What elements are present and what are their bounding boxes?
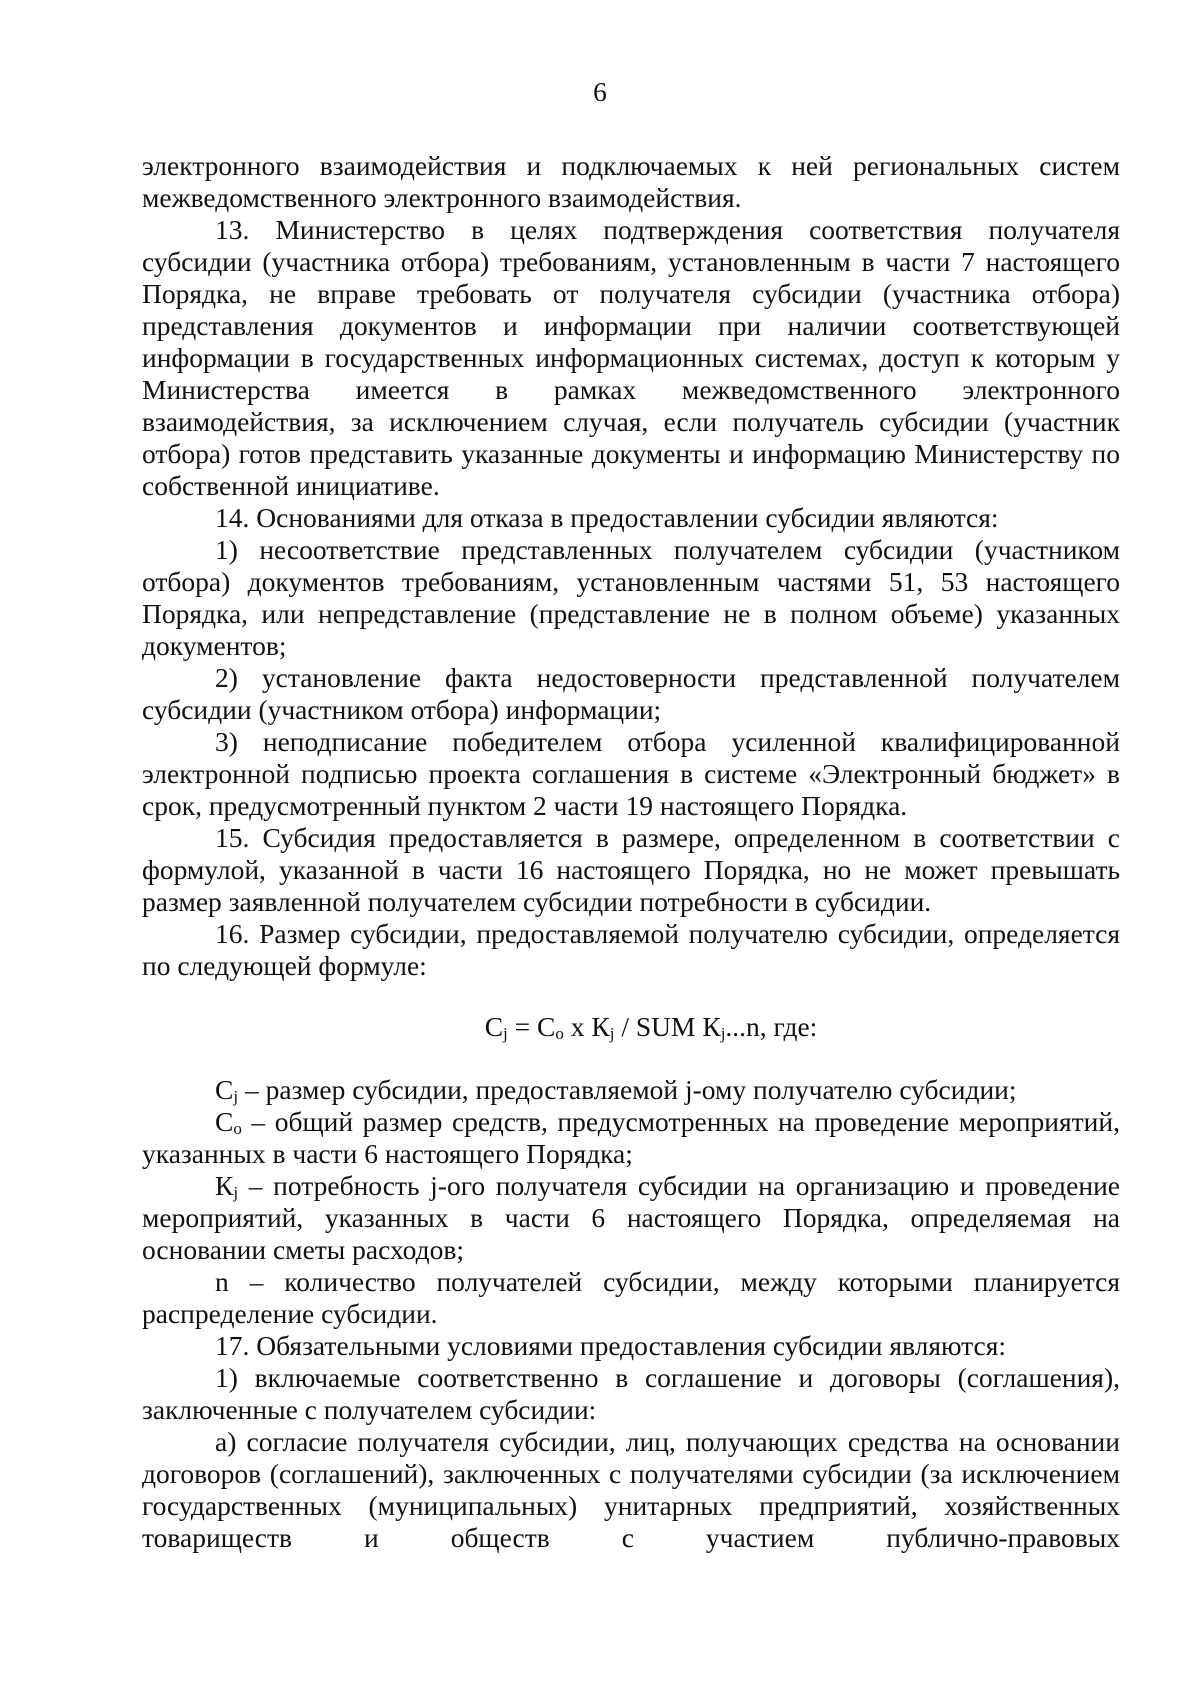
definition-n: n – количество получателей субсидии, между которыми планируется распределение субсидии. [142,1266,1120,1329]
formula-equals: = [507,1011,538,1042]
subsidy-formula [142,1011,1120,1043]
definition-kj: $К_j$ – потребность j-ого получателя субсидии на организацию и проведение мероприятий, указанных в части 6 настоящего Порядка, определяемая на основании сметы расходов; [142,1170,1120,1265]
paragraph-16: 16. Размер субсидии, предоставляемой получателю субсидии, определяется по следующей формуле: [142,918,1120,981]
page-number: 6 [593,76,607,107]
definition-cj: $C_j$ – размер субсидии, предоставляемой j-ому получателю субсидии; [215,1074,1017,1106]
formula-k: К [591,1011,610,1042]
formula-sub-j-3: j [720,1024,726,1043]
formula-range-tail: ...n, где: [725,1011,818,1042]
paragraph-17-item-1: 1) включаемые соответственно в соглашение и договоры (соглашения), заключенные с получателем субсидии: [142,1362,1120,1425]
paragraph-continuation: электронного взаимодействия и подключаемых к ней региональных систем межведомственного электронного взаимодействия. [142,150,1120,213]
paragraph-14-item-2: 2) установление факта недостоверности представленной получателем субсидии (участником отбора) информации; [142,662,1120,725]
definition-co: $C_o$ – общий размер средств, предусмотренных на проведение мероприятий, указанных в части 6 настоящего Порядка; [142,1106,1120,1169]
formula-k-sum: К [702,1011,721,1042]
formula-sub-o: o [555,1024,564,1043]
formula-sub-j: j [503,1024,508,1043]
paragraph-14-item-3: 3) неподписание победителем отбора усиленной квалифицированной электронной подписью проекта соглашения в системе «Электронный бюджет» в срок, предусмотренный пунктом 2 части 19 настоящего Порядка. [142,726,1120,821]
paragraph-15: 15. Субсидия предоставляется в размере, определенном в соответствии с формулой, указанной в части 16 настоящего Порядка, но не может превышать размер заявленной получателем субсидии потребности в субсидии. [142,822,1120,917]
document-body [142,150,1120,1554]
paragraph-14-item-1: 1) несоответствие представленных получателем субсидии (участником отбора) документов требованиям, установленным частями 51, 53 настоящего Порядка, или непредставление (представление не в полном объеме) указанных документов; [142,534,1120,661]
paragraph-14: 14. Основаниями для отказа в предоставлении субсидии являются: [215,502,999,533]
paragraph-17: 17. Обязательными условиями предоставления субсидии являются: [215,1330,1007,1361]
paragraph-13: 13. Министерство в целях подтверждения соответствия получателя субсидии (участника отбора) требованиям, установленным в части 7 настоящего Порядка, не вправе требовать от получателя субсидии (участника отбора) представления документов и информации при наличии соответствующей информации в государственных информационных системах, доступ к которым у Министерства имеется в рамках межведомственного электронного взаимодействия, за исключением случая, если получатель субсидии (участник отбора) готов представить указанные документы и информацию Министерству по собственной инициативе. [142,214,1120,501]
formula-times: x [563,1011,592,1042]
formula-c: C [484,1011,504,1042]
paragraph-17-item-1a: а) согласие получателя субсидии, лиц, получающих средства на основании договоров (соглашений), заключенных с получателями субсидии (за исключением государственных (муниципальных) унитарных предприятий, хозяйственных товариществ и обществ с участием публично-правовых [142,1426,1120,1553]
formula-c-o: C [537,1011,556,1042]
formula-slash-sum: / SUM [614,1011,703,1042]
formula-sub-j-2: j [609,1024,615,1043]
